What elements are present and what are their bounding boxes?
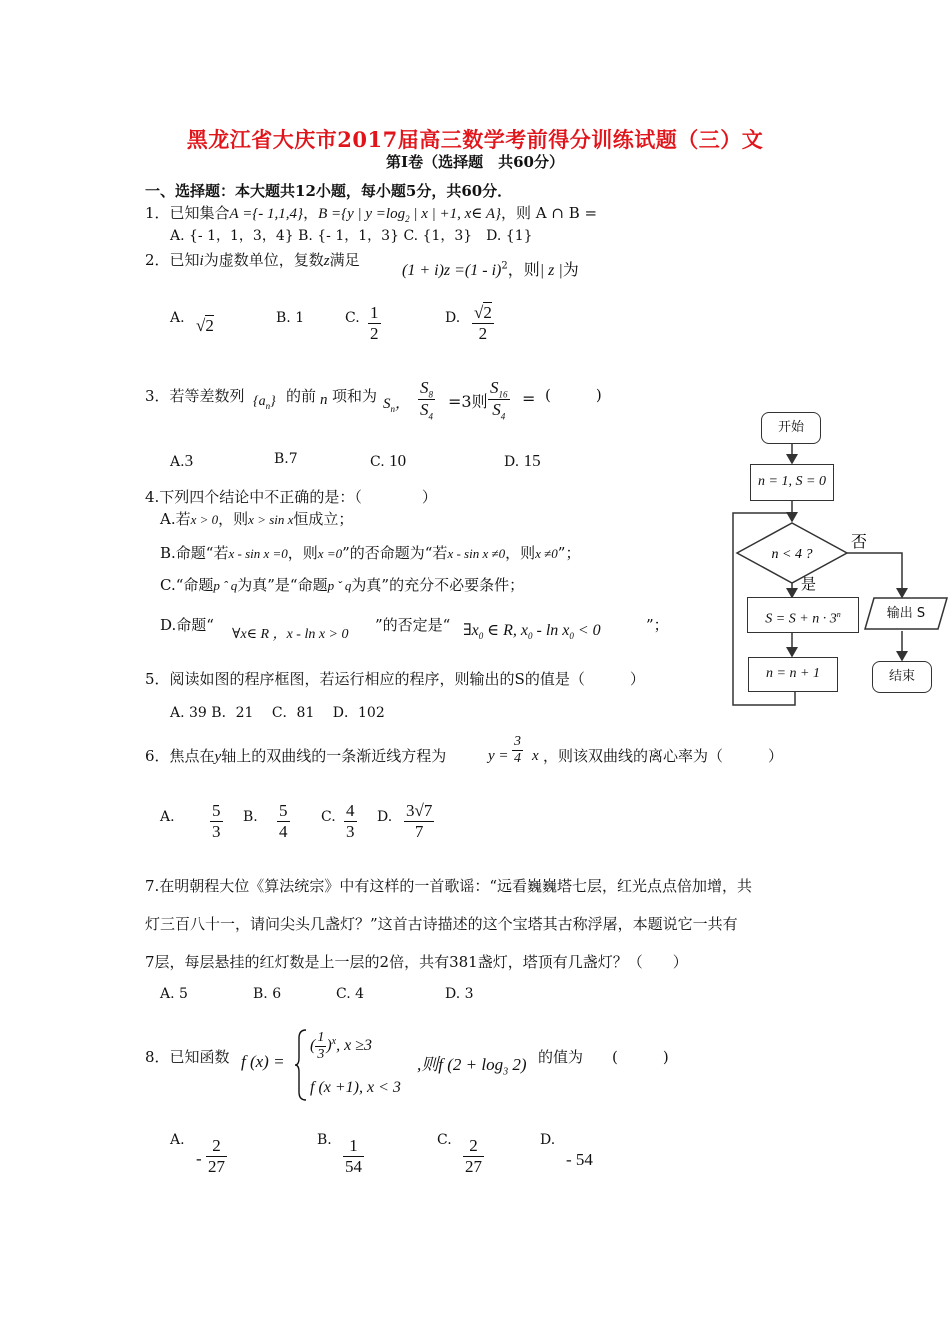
arrow-cond-output bbox=[847, 553, 902, 597]
question-3-text-b: 的前 bbox=[286, 387, 317, 405]
seq-end: } bbox=[270, 394, 276, 409]
option-label: C. bbox=[370, 454, 385, 470]
answer-paren: ( ) bbox=[545, 386, 602, 404]
text: 为真”是“命题 bbox=[237, 576, 328, 594]
fraction-s8-s4 bbox=[418, 378, 435, 422]
flowchart-output bbox=[864, 597, 948, 630]
numerator bbox=[488, 378, 510, 399]
question-3-option-d bbox=[504, 451, 541, 471]
question-4-option-d-text: ”的否定是“ bbox=[375, 616, 451, 634]
math: x - sin x ≠0 bbox=[447, 546, 506, 561]
question-8-option-c-label: C. bbox=[437, 1132, 452, 1148]
question-7-line-1: 7.在明朝程大位《算法统宗》中有这样的一首歌谣：“远看巍巍塔七层，红光点点倍加增，共 bbox=[145, 877, 752, 895]
body-text: S = S + n · 3 bbox=[765, 611, 837, 627]
option-label: A. bbox=[170, 454, 185, 470]
s: S bbox=[490, 378, 499, 397]
question-4-option-b bbox=[160, 542, 580, 563]
paren: ) bbox=[326, 1037, 332, 1055]
question-7-option-a: A. 5 bbox=[160, 986, 188, 1002]
subscript: 0 bbox=[528, 631, 533, 642]
var-y: y bbox=[214, 749, 222, 765]
math: < 0 bbox=[573, 622, 601, 639]
question-7-line-2: 灯三百八十一，请问尖头几盏灯？”这首古诗描述的这个宝塔其古称浮屠，本题说它一共有 bbox=[145, 915, 738, 933]
math: ∈ R, x bbox=[483, 622, 528, 639]
question-1 bbox=[145, 202, 597, 224]
minus-sign: - bbox=[196, 1149, 202, 1168]
numerator: √2 bbox=[474, 303, 492, 322]
question-3-option-a bbox=[170, 451, 193, 471]
question-1-options: A. {- 1，1，3，4} B. {- 1，1，3} C. {1，3} D. {1} bbox=[170, 228, 533, 244]
option-value: 10 bbox=[389, 451, 407, 470]
condition-text: n < 4 ? bbox=[771, 547, 813, 562]
subscript: 0 bbox=[569, 631, 574, 642]
text: ，则 bbox=[287, 544, 318, 562]
text: 轴上的双曲线的一条渐近线方程为 bbox=[221, 747, 447, 765]
fraction-one-half bbox=[368, 303, 381, 344]
fraction-s16-s4 bbox=[488, 378, 510, 422]
paren: ( bbox=[310, 1037, 316, 1055]
question-4-option-a bbox=[160, 508, 353, 529]
subscript: n bbox=[265, 400, 271, 411]
question-3-option-c bbox=[370, 451, 406, 471]
denominator: 7 bbox=[404, 821, 434, 842]
question-6-option-a-label: A. bbox=[160, 809, 175, 825]
question-3-option-b bbox=[274, 451, 298, 467]
text: ，则 bbox=[505, 544, 536, 562]
set-b-rest: | x | +1, x∈ A} bbox=[409, 206, 502, 222]
page-title: 黑龙江省大庆市2017届高三数学考前得分训练试题（三）文 bbox=[186, 127, 764, 152]
flowchart-start: 开始 bbox=[761, 412, 821, 444]
answer-paren: ( ) bbox=[612, 1048, 669, 1066]
question-6-tail: ，则该双曲线的离心率为（ ） bbox=[543, 747, 784, 765]
subscript: n bbox=[390, 404, 395, 414]
set-a: A ={- 1,1,4} bbox=[229, 206, 304, 222]
option-label: C. bbox=[345, 310, 360, 326]
no-label: 否 bbox=[851, 534, 868, 551]
question-6-option-c-label: C. bbox=[321, 809, 336, 825]
fraction-1-3 bbox=[315, 1030, 326, 1063]
exponent: x bbox=[331, 1035, 337, 1047]
question-5: 5．阅读如图的程序框图，若运行相应的程序，则输出的S的值是（ ） bbox=[145, 670, 645, 688]
text: A.若 bbox=[160, 510, 191, 528]
question-2-option-b: B. 1 bbox=[276, 310, 305, 326]
forall-statement: ∀x∈ R ，x - ln x > 0 bbox=[232, 627, 349, 642]
log-base: 2 bbox=[405, 214, 410, 224]
denominator: 2 bbox=[472, 323, 494, 344]
question-8-option-d-label: D. bbox=[540, 1132, 556, 1148]
question-2-option-d bbox=[445, 310, 460, 326]
option-value: 7 bbox=[288, 451, 298, 467]
denominator: 4 bbox=[279, 822, 288, 841]
s: S bbox=[420, 378, 429, 397]
question-8-option-a-label: A. bbox=[170, 1132, 185, 1148]
radicand: 2 bbox=[483, 303, 492, 322]
question-7-option-b: B. 6 bbox=[253, 986, 282, 1002]
exponent: n bbox=[836, 610, 841, 619]
sum-letter: S bbox=[383, 396, 391, 412]
text: 6．焦点在 bbox=[145, 747, 215, 765]
denominator: 27 bbox=[465, 1157, 482, 1176]
option-label: D. bbox=[445, 310, 461, 326]
question-2-stem-d: ，则 bbox=[507, 260, 540, 279]
text: ，则 bbox=[218, 510, 249, 528]
text: ”的否命题为“若 bbox=[342, 544, 448, 562]
denominator: 3 bbox=[346, 822, 355, 841]
fraction-3sqrt7-7 bbox=[404, 801, 434, 842]
option-value: 3 bbox=[184, 451, 194, 470]
fraction-2-27-positive bbox=[463, 1136, 484, 1177]
option-value: 15 bbox=[523, 451, 541, 470]
option-label: A. bbox=[170, 310, 185, 326]
equals-3: =3则 bbox=[448, 392, 488, 411]
flowchart-end: 结束 bbox=[872, 661, 932, 693]
math: x - sin x =0 bbox=[228, 546, 288, 561]
fraction-4-3 bbox=[344, 801, 357, 842]
math: ∃x bbox=[463, 622, 479, 639]
math: x ≠0 bbox=[535, 546, 558, 561]
sqrt-2: √2 bbox=[196, 316, 214, 335]
numerator: 2 bbox=[212, 1136, 221, 1155]
subscript: 8 bbox=[428, 389, 433, 400]
numerator: 2 bbox=[469, 1136, 478, 1155]
denominator: 27 bbox=[208, 1157, 225, 1176]
numerator: 3 bbox=[514, 734, 521, 749]
question-4: 4.下列四个结论中不正确的是：（ ） bbox=[145, 488, 437, 506]
piecewise-case-1 bbox=[310, 1030, 372, 1063]
question-7-option-c: C. 4 bbox=[336, 986, 365, 1002]
numerator: 1 bbox=[317, 1030, 325, 1045]
question-2-equation bbox=[402, 257, 579, 280]
numerator: 5 bbox=[279, 801, 288, 820]
option-d-value: - 54 bbox=[566, 1150, 593, 1169]
text: 恒成立； bbox=[293, 510, 354, 528]
question-6-option-b-label: B. bbox=[243, 809, 258, 825]
numerator: 3√7 bbox=[406, 801, 433, 820]
text: C.“命题 bbox=[160, 576, 214, 594]
part-heading: 第Ⅰ卷（选择题 共60分） bbox=[386, 153, 564, 171]
evaluate-expression bbox=[417, 1050, 527, 1077]
abs-z: | z | bbox=[539, 262, 563, 279]
subscript: 16 bbox=[498, 389, 508, 400]
comma: ， bbox=[395, 396, 411, 412]
question-4-option-d bbox=[160, 614, 214, 635]
math: - ln x bbox=[532, 622, 570, 639]
denominator bbox=[488, 399, 510, 421]
question-5-options: A. 39 B．21 C．81 D．102 bbox=[170, 705, 385, 721]
sequence-an bbox=[253, 394, 276, 411]
output-text: 输出 S bbox=[886, 606, 926, 621]
denominator: 3 bbox=[317, 1047, 325, 1062]
radicand: 2 bbox=[205, 316, 214, 335]
condition: , x ≥3 bbox=[336, 1037, 372, 1055]
question-6 bbox=[145, 745, 446, 766]
fraction-5-4 bbox=[277, 801, 290, 842]
yes-label: 是 bbox=[801, 577, 817, 593]
flowchart-init: n = 1, S = 0 bbox=[750, 464, 834, 501]
fraction-sqrt2-over-2 bbox=[472, 303, 494, 344]
numerator bbox=[418, 378, 435, 399]
numerator: 1 bbox=[349, 1136, 358, 1155]
text: D.命题“ bbox=[160, 616, 214, 634]
question-3 bbox=[145, 385, 245, 406]
question-4-option-c bbox=[160, 574, 524, 595]
math: 2) bbox=[508, 1055, 527, 1074]
denominator: 4 bbox=[514, 751, 521, 766]
sum-sn bbox=[383, 392, 410, 414]
question-1-tail: ，则 A ∩ B = bbox=[501, 204, 598, 222]
set-b-text: B ={y | y =log bbox=[318, 206, 406, 222]
exists-statement bbox=[463, 620, 601, 641]
subscript: 0 bbox=[478, 631, 484, 642]
math: x > sin x bbox=[248, 512, 294, 527]
question-2 bbox=[145, 249, 360, 270]
fraction-1-54 bbox=[343, 1136, 364, 1177]
closing-quote: ”； bbox=[646, 616, 669, 634]
text: 为真”的充分不必要条件； bbox=[351, 576, 525, 594]
question-2-stem-b: 为虚数单位，复数 bbox=[203, 251, 324, 269]
question-1-stem: 1．已知集合 bbox=[145, 204, 230, 222]
imag-unit: i bbox=[199, 253, 204, 269]
log-base: 3 bbox=[503, 1066, 509, 1078]
var-n: n bbox=[320, 392, 328, 408]
asymptote-lhs: y = bbox=[488, 748, 509, 764]
piecewise-case-2: f (x +1), x < 3 bbox=[310, 1079, 401, 1096]
question-8-tail: 的值为 bbox=[538, 1048, 584, 1066]
seq-text: {a bbox=[253, 394, 266, 409]
text: B.命题“若 bbox=[160, 544, 229, 562]
section-heading: 一、选择题：本大题共12小题，每小题5分，共60分． bbox=[145, 182, 513, 200]
var-z: z bbox=[323, 253, 330, 269]
math: ,则f (2 + log bbox=[417, 1055, 504, 1074]
question-3-stem: 3．若等差数列 bbox=[145, 387, 245, 405]
denominator: 3 bbox=[212, 822, 221, 841]
question-7-line-3: 7层，每层悬挂的红灯数是上一层的2倍，共有381盏灯，塔顶有几盏灯？（ ） bbox=[145, 953, 688, 971]
math: x =0 bbox=[317, 546, 343, 561]
comma: ， bbox=[303, 204, 319, 222]
numerator: 5 bbox=[212, 801, 221, 820]
question-3-text-c: 项和为 bbox=[332, 387, 378, 405]
question-2-option-a bbox=[170, 310, 185, 326]
set-b bbox=[318, 206, 501, 222]
fraction-2-27 bbox=[206, 1136, 227, 1177]
question-8: 8．已知函数 bbox=[145, 1048, 230, 1066]
option-label: D. bbox=[504, 454, 520, 470]
complex-equation: (1 + i)z =(1 - i) bbox=[402, 262, 502, 279]
question-6-option-d-label: D. bbox=[377, 809, 393, 825]
question-7-option-d: D. 3 bbox=[445, 986, 474, 1002]
question-8-option-b-label: B. bbox=[317, 1132, 332, 1148]
asymptote-x: x bbox=[532, 748, 539, 764]
denominator: 2 bbox=[370, 324, 379, 343]
s: S bbox=[492, 400, 501, 420]
flowchart-body bbox=[747, 597, 859, 633]
flowchart-increment: n = n + 1 bbox=[748, 657, 838, 692]
exponent: 2 bbox=[501, 260, 508, 272]
equals: = bbox=[522, 389, 536, 408]
subscript: 4 bbox=[428, 411, 433, 422]
question-2-stem-c: 满足 bbox=[329, 251, 360, 269]
numerator: 1 bbox=[370, 303, 379, 322]
math: p ˇ q bbox=[327, 578, 352, 593]
s: S bbox=[420, 400, 429, 420]
text: ”； bbox=[557, 544, 581, 562]
math: p ˆ q bbox=[213, 578, 238, 593]
denominator: 54 bbox=[345, 1157, 362, 1176]
fraction-5-3 bbox=[210, 801, 223, 842]
question-2-stem: 2．已知 bbox=[145, 251, 200, 269]
numerator: 4 bbox=[346, 801, 355, 820]
question-2-stem-e: 为 bbox=[562, 260, 579, 279]
math: x > 0 bbox=[190, 512, 219, 527]
question-2-option-c bbox=[345, 310, 360, 326]
subscript: 4 bbox=[500, 411, 506, 422]
denominator bbox=[418, 399, 435, 421]
option-label: B. bbox=[274, 451, 289, 467]
function-f: f (x) = bbox=[241, 1052, 285, 1071]
fraction-3-4 bbox=[512, 734, 523, 767]
piecewise-brace bbox=[294, 1028, 308, 1102]
